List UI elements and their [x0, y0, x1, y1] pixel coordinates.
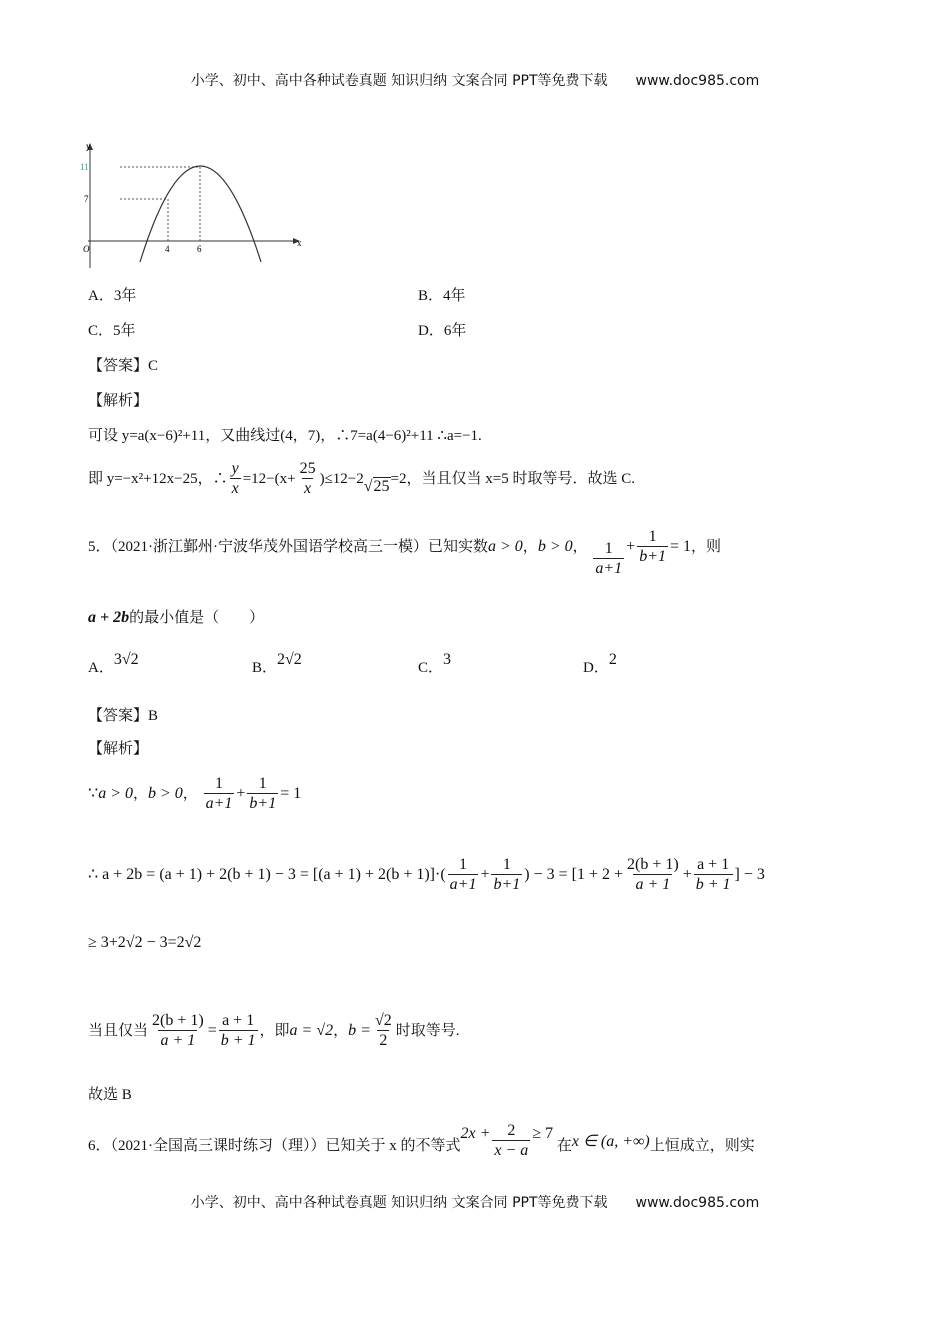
- math-text: 1: [258, 775, 267, 792]
- math-text: a = √2: [289, 1021, 334, 1039]
- math-text: 1: [648, 528, 657, 545]
- math-text: 1: [502, 856, 511, 873]
- math-text: ，: [333, 1022, 349, 1039]
- math-text: ，: [182, 785, 198, 802]
- solution-line: [88, 1012, 459, 1051]
- math-text: 时取等号.: [395, 1022, 460, 1039]
- math-text: a+1: [595, 559, 623, 577]
- math-text: ，即: [259, 1022, 290, 1039]
- math-text: x ∈ (a, +∞): [571, 1133, 650, 1150]
- math-text: a+1: [449, 876, 477, 893]
- math-text: =12−(x+: [242, 470, 296, 487]
- x-tick: 4: [165, 244, 170, 254]
- math-text: 3: [443, 651, 452, 668]
- math-text: 2x +: [460, 1125, 491, 1142]
- math-text: +: [626, 537, 636, 555]
- y-axis-label: y: [86, 141, 91, 151]
- math-text: =2，当且仅当 x=5 时取等号．故选 C.: [390, 470, 635, 487]
- x-tick: 6: [197, 244, 202, 254]
- option-a: [88, 648, 139, 676]
- math-text: = 1: [670, 537, 692, 555]
- solution-line: 可设 y=a(x−6)²+11，又曲线过(4，7)，∴7=a(4−6)²+11 ∴a=−1.: [88, 428, 482, 444]
- math-text: 当且仅当: [88, 1022, 149, 1039]
- math-text: a > 0: [488, 537, 523, 555]
- header-link[interactable]: www.doc985.com: [635, 73, 760, 89]
- option-d: [583, 648, 617, 676]
- math-text: a + 1: [697, 856, 730, 873]
- parabola-graph: [80, 140, 310, 270]
- math-text: ，: [572, 538, 588, 555]
- analysis-label: 【解析】: [88, 741, 149, 757]
- math-text: ] − 3: [734, 866, 765, 884]
- math-text: b+1: [493, 876, 521, 893]
- footer-link[interactable]: www.doc985.com: [635, 1195, 760, 1211]
- math-text: 即 y=−x²+12x−25，∴: [88, 470, 228, 487]
- option-d: D．6年: [418, 323, 467, 339]
- math-text: = 1: [280, 784, 302, 802]
- math-text: √2: [374, 1012, 392, 1029]
- math-text: C．: [418, 660, 444, 676]
- math-text: 2(b + 1): [152, 1012, 204, 1029]
- math-text: B．: [252, 660, 278, 676]
- analysis-label: 【解析】: [88, 393, 149, 409]
- option-c: [418, 648, 452, 676]
- y-tick: 7: [84, 194, 89, 204]
- option-b: B．4年: [418, 288, 466, 304]
- math-text: 的最小值是（ ）: [129, 610, 265, 626]
- math-text: 2: [379, 1032, 388, 1049]
- math-text: 5．（2021·浙江鄞州·宁波华茂外国语学校高三一模）已知实数: [88, 538, 488, 555]
- math-text: b > 0: [537, 537, 573, 555]
- math-text: b > 0: [148, 784, 183, 802]
- solution-line: [88, 856, 765, 895]
- math-text: b+1: [249, 795, 277, 812]
- math-text: 2: [608, 651, 617, 668]
- math-text: x: [231, 480, 239, 497]
- math-text: a > 0: [98, 784, 133, 802]
- math-text: ∵: [88, 784, 99, 802]
- math-text: a+1: [205, 795, 233, 812]
- math-text: 1: [459, 856, 468, 873]
- option-a: A．3年: [88, 288, 137, 304]
- math-text: D．: [583, 660, 609, 676]
- math-text: 上恒成立，则实: [649, 1138, 755, 1154]
- math-text: ) − 3 = [1 + 2 +: [524, 866, 624, 884]
- math-text: 2√2: [277, 651, 302, 668]
- option-c: C．5年: [88, 323, 136, 339]
- y-tick: 11: [80, 162, 89, 172]
- math-text: ，则: [691, 538, 722, 555]
- footer-text: 小学、初中、高中各种试卷真题 知识归纳 文案合同 PPT等免费下载: [190, 1195, 608, 1211]
- math-text: 3√2: [113, 651, 139, 668]
- math-text: 25: [373, 477, 390, 495]
- math-text: ≥ 7: [532, 1125, 554, 1142]
- math-text: 1: [604, 539, 613, 557]
- math-text: y: [231, 460, 239, 477]
- math-text: b + 1: [220, 1032, 256, 1049]
- math-text: a + 2b: [88, 609, 130, 626]
- math-text: 25: [299, 460, 316, 477]
- math-text: 在: [556, 1138, 572, 1154]
- math-text: 2: [507, 1122, 516, 1139]
- math-text: a + 1: [222, 1012, 255, 1029]
- math-text: a + 1: [160, 1032, 196, 1049]
- math-text: +: [480, 866, 490, 884]
- origin-label: O: [83, 244, 90, 254]
- x-axis-label: x: [297, 238, 302, 248]
- math-text: 2(b + 1): [627, 856, 679, 873]
- solution-line: 即 y=−x²+12x−25，∴ $\frac{y}{x}$ =12−(x+ $\frac{25}{x}$ )≤12−2√25=2，当且仅当 x=5 时取等号．故选 C.: [88, 460, 635, 497]
- question-5-stem: [88, 528, 721, 579]
- math-text: +: [682, 866, 692, 884]
- math-text: )≤12−2: [319, 470, 364, 487]
- option-b: [252, 648, 302, 676]
- question-5-stem-2: [88, 606, 264, 627]
- math-text: A．: [88, 660, 114, 676]
- math-text: +: [236, 784, 246, 802]
- math-text: x − a: [494, 1142, 529, 1159]
- math-text: ，: [132, 785, 148, 802]
- math-text: b+1: [639, 548, 666, 565]
- math-text: x: [304, 480, 312, 497]
- math-text: =: [207, 1021, 217, 1039]
- header-text: 小学、初中、高中各种试卷真题 知识归纳 文案合同 PPT等免费下载: [190, 73, 608, 89]
- math-text: ，: [522, 538, 538, 555]
- page-footer: [0, 1192, 950, 1212]
- solution-line: [88, 775, 301, 814]
- answer-label: 【答案】C: [88, 358, 159, 374]
- math-text: 1: [214, 775, 223, 792]
- question-6-stem: [88, 1122, 755, 1161]
- solution-line: ≥ 3+2√2 − 3=2√2: [88, 934, 202, 951]
- math-text: b + 1: [695, 876, 731, 893]
- solution-line: 故选 B: [88, 1087, 132, 1103]
- page-header: [0, 70, 950, 90]
- math-text: a + 1: [635, 876, 671, 893]
- math-text: ∴ a + 2b = (a + 1) + 2(b + 1) − 3 = [(a + 1) + 2(b + 1)]·(: [88, 866, 446, 884]
- answer-label: 【答案】B: [88, 708, 159, 724]
- math-text: 6．（2021·全国高三课时练习（理））已知关于 x 的不等式: [88, 1138, 461, 1154]
- math-text: b =: [348, 1021, 371, 1039]
